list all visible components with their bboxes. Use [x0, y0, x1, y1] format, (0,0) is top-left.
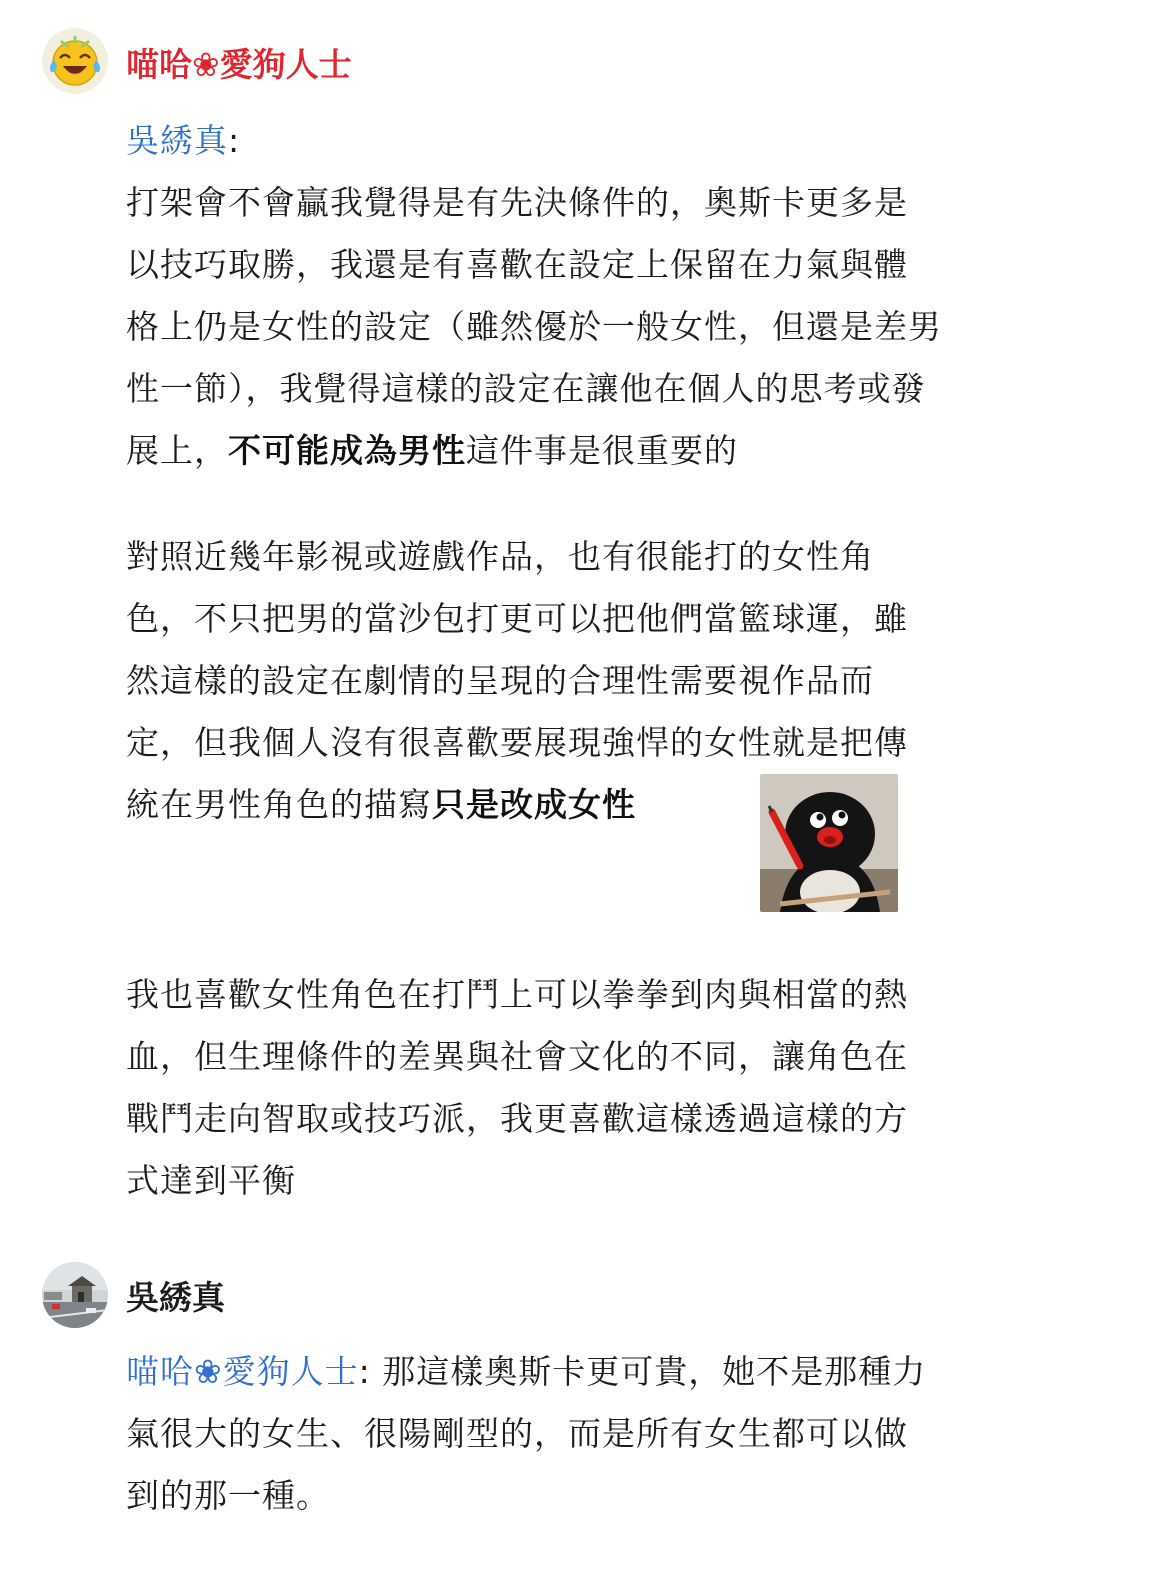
bold-text: 不可能成為男性: [228, 431, 466, 470]
text-line: [126, 420, 1126, 482]
text-segment: 那這樣奧斯卡更可貴，她不是那種力: [382, 1352, 927, 1391]
text-line: 定，但我個人沒有很喜歡要展現強悍的女性就是把傳: [126, 723, 908, 762]
text-line: 我也喜歡女性角色在打鬥上可以拳拳到肉與相當的熱: [126, 975, 908, 1014]
mention-colon: :: [228, 121, 241, 160]
text-line: 以技巧取勝，我還是有喜歡在設定上保留在力氣與體: [126, 245, 908, 284]
comment-author[interactable]: 喵哈❀愛狗人士: [126, 45, 352, 84]
text-line: [126, 1341, 1126, 1403]
mention-colon: :: [358, 1352, 383, 1391]
comment-body-continued: [126, 964, 1126, 1212]
bold-text: 只是改成女性: [432, 785, 636, 824]
comment-author[interactable]: 吳綉真: [126, 1278, 225, 1317]
paragraph-gap: [126, 482, 1126, 526]
text-line: 格上仍是女性的設定（雖然優於一般女性，但還是差男: [126, 307, 942, 346]
pingu-sticker[interactable]: [760, 774, 898, 912]
text-segment: 展上，: [126, 431, 228, 470]
text-line: 然這樣的設定在劇情的呈現的合理性需要視作品而: [126, 661, 874, 700]
mention-line: [126, 110, 1126, 172]
city-street-photo-icon: [42, 1262, 108, 1328]
text-line: 戰鬥走向智取或技巧派，我更喜歡這樣透過這樣的方: [126, 1099, 908, 1138]
comment-body: [126, 1341, 1126, 1527]
text-line: 打架會不會贏我覺得是有先決條件的，奧斯卡更多是: [126, 183, 908, 222]
pingu-thinking-icon: [760, 774, 898, 912]
text-line: 氣很大的女生、很陽剛型的，而是所有女生都可以做: [126, 1414, 908, 1453]
avatar[interactable]: [42, 28, 108, 94]
avatar[interactable]: [42, 1262, 108, 1328]
text-line: 到的那一種。: [126, 1476, 330, 1515]
mention-link[interactable]: 喵哈❀愛狗人士: [126, 1352, 359, 1391]
text-segment: 統在男性角色的描寫: [126, 785, 432, 824]
comment-body: [126, 110, 1126, 836]
text-line: 式達到平衡: [126, 1161, 296, 1200]
text-line: 血，但生理條件的差異與社會文化的不同，讓角色在: [126, 1037, 908, 1076]
crying-laughing-emoji-icon: [42, 28, 108, 94]
text-line: 性一節），我覺得這樣的設定在讓他在個人的思考或發: [126, 369, 926, 408]
text-line: 對照近幾年影視或遊戲作品，也有很能打的女性角: [126, 537, 874, 576]
mention-link[interactable]: 吳綉真: [126, 121, 228, 160]
text-segment: 這件事是很重要的: [466, 431, 738, 470]
text-line: 色，不只把男的當沙包打更可以把他們當籃球運，雖: [126, 599, 908, 638]
text-line: [126, 774, 1126, 836]
